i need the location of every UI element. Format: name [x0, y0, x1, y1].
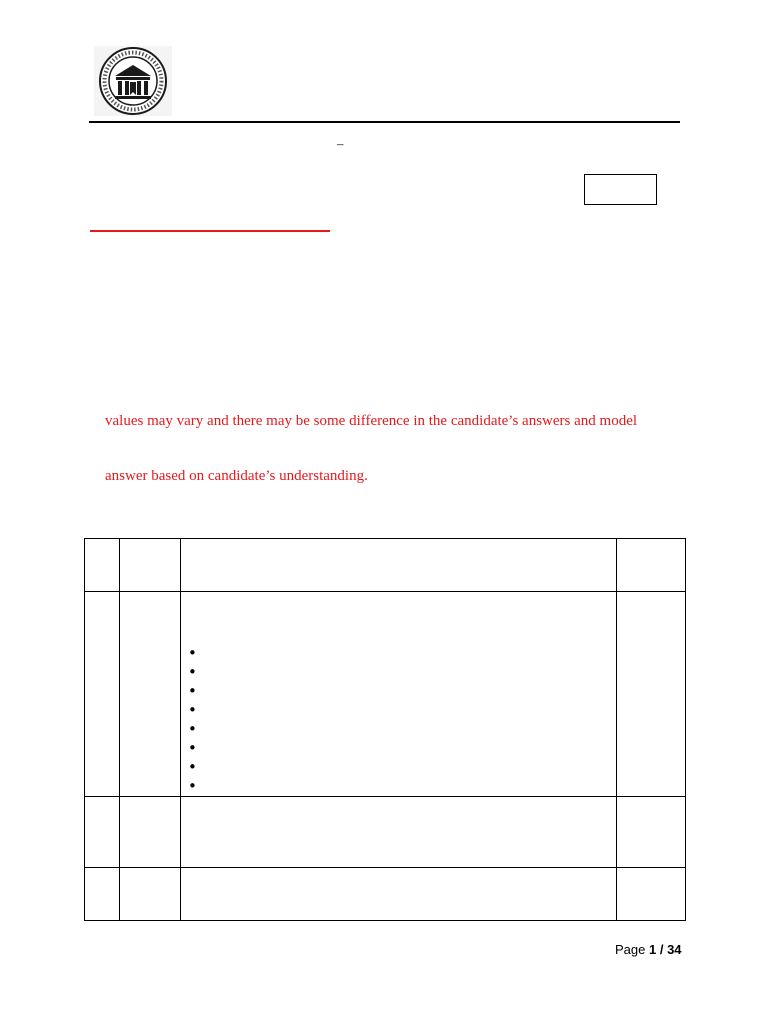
bullet-icon: •	[188, 682, 197, 700]
q-no-cell	[85, 592, 120, 797]
page-prefix: Page	[615, 942, 649, 957]
board-seal-logo-icon	[94, 46, 172, 116]
sub-q-cell	[120, 868, 181, 921]
page-total: 34	[667, 942, 682, 957]
table-row	[85, 797, 686, 868]
page-current: 1	[648, 942, 657, 957]
bullet-icon: •	[188, 777, 197, 795]
answer-header-cell	[181, 539, 617, 592]
bullet-icon: •	[188, 739, 197, 757]
page-separator: /	[656, 942, 668, 957]
table-row	[85, 868, 686, 921]
bullet-icon: •	[188, 701, 197, 719]
marks-cell	[617, 592, 686, 797]
table-row	[85, 592, 686, 797]
marks-cell	[617, 797, 686, 868]
marks-cell	[617, 868, 686, 921]
q-no-cell	[85, 797, 120, 868]
q-no-cell	[85, 868, 120, 921]
answer-cell	[181, 592, 617, 797]
bullet-icon: •	[188, 758, 197, 776]
answer-table	[84, 538, 686, 921]
sub-q-cell	[120, 797, 181, 868]
sub-q-cell	[120, 592, 181, 797]
answer-cell	[181, 868, 617, 921]
q-no-header-cell	[85, 539, 120, 592]
instruction-line-1: values may vary and there may be some difference in the candidate’s answers and model	[105, 413, 638, 429]
table-header-row	[85, 539, 686, 592]
bullet-list	[181, 592, 616, 796]
bullet-icon: •	[188, 644, 197, 662]
instruction-line-2: answer based on candidate’s understanding.	[105, 468, 368, 484]
answer-cell	[181, 797, 617, 868]
sub-q-header-cell	[120, 539, 181, 592]
important-instructions-underline	[90, 230, 330, 232]
page-number	[615, 942, 682, 958]
bullet-icon: •	[188, 720, 197, 738]
subject-code-box	[584, 174, 657, 205]
title-dash: –	[337, 136, 344, 151]
header-rule	[89, 121, 680, 123]
marks-header-cell	[617, 539, 686, 592]
bullet-icon: •	[188, 663, 197, 681]
